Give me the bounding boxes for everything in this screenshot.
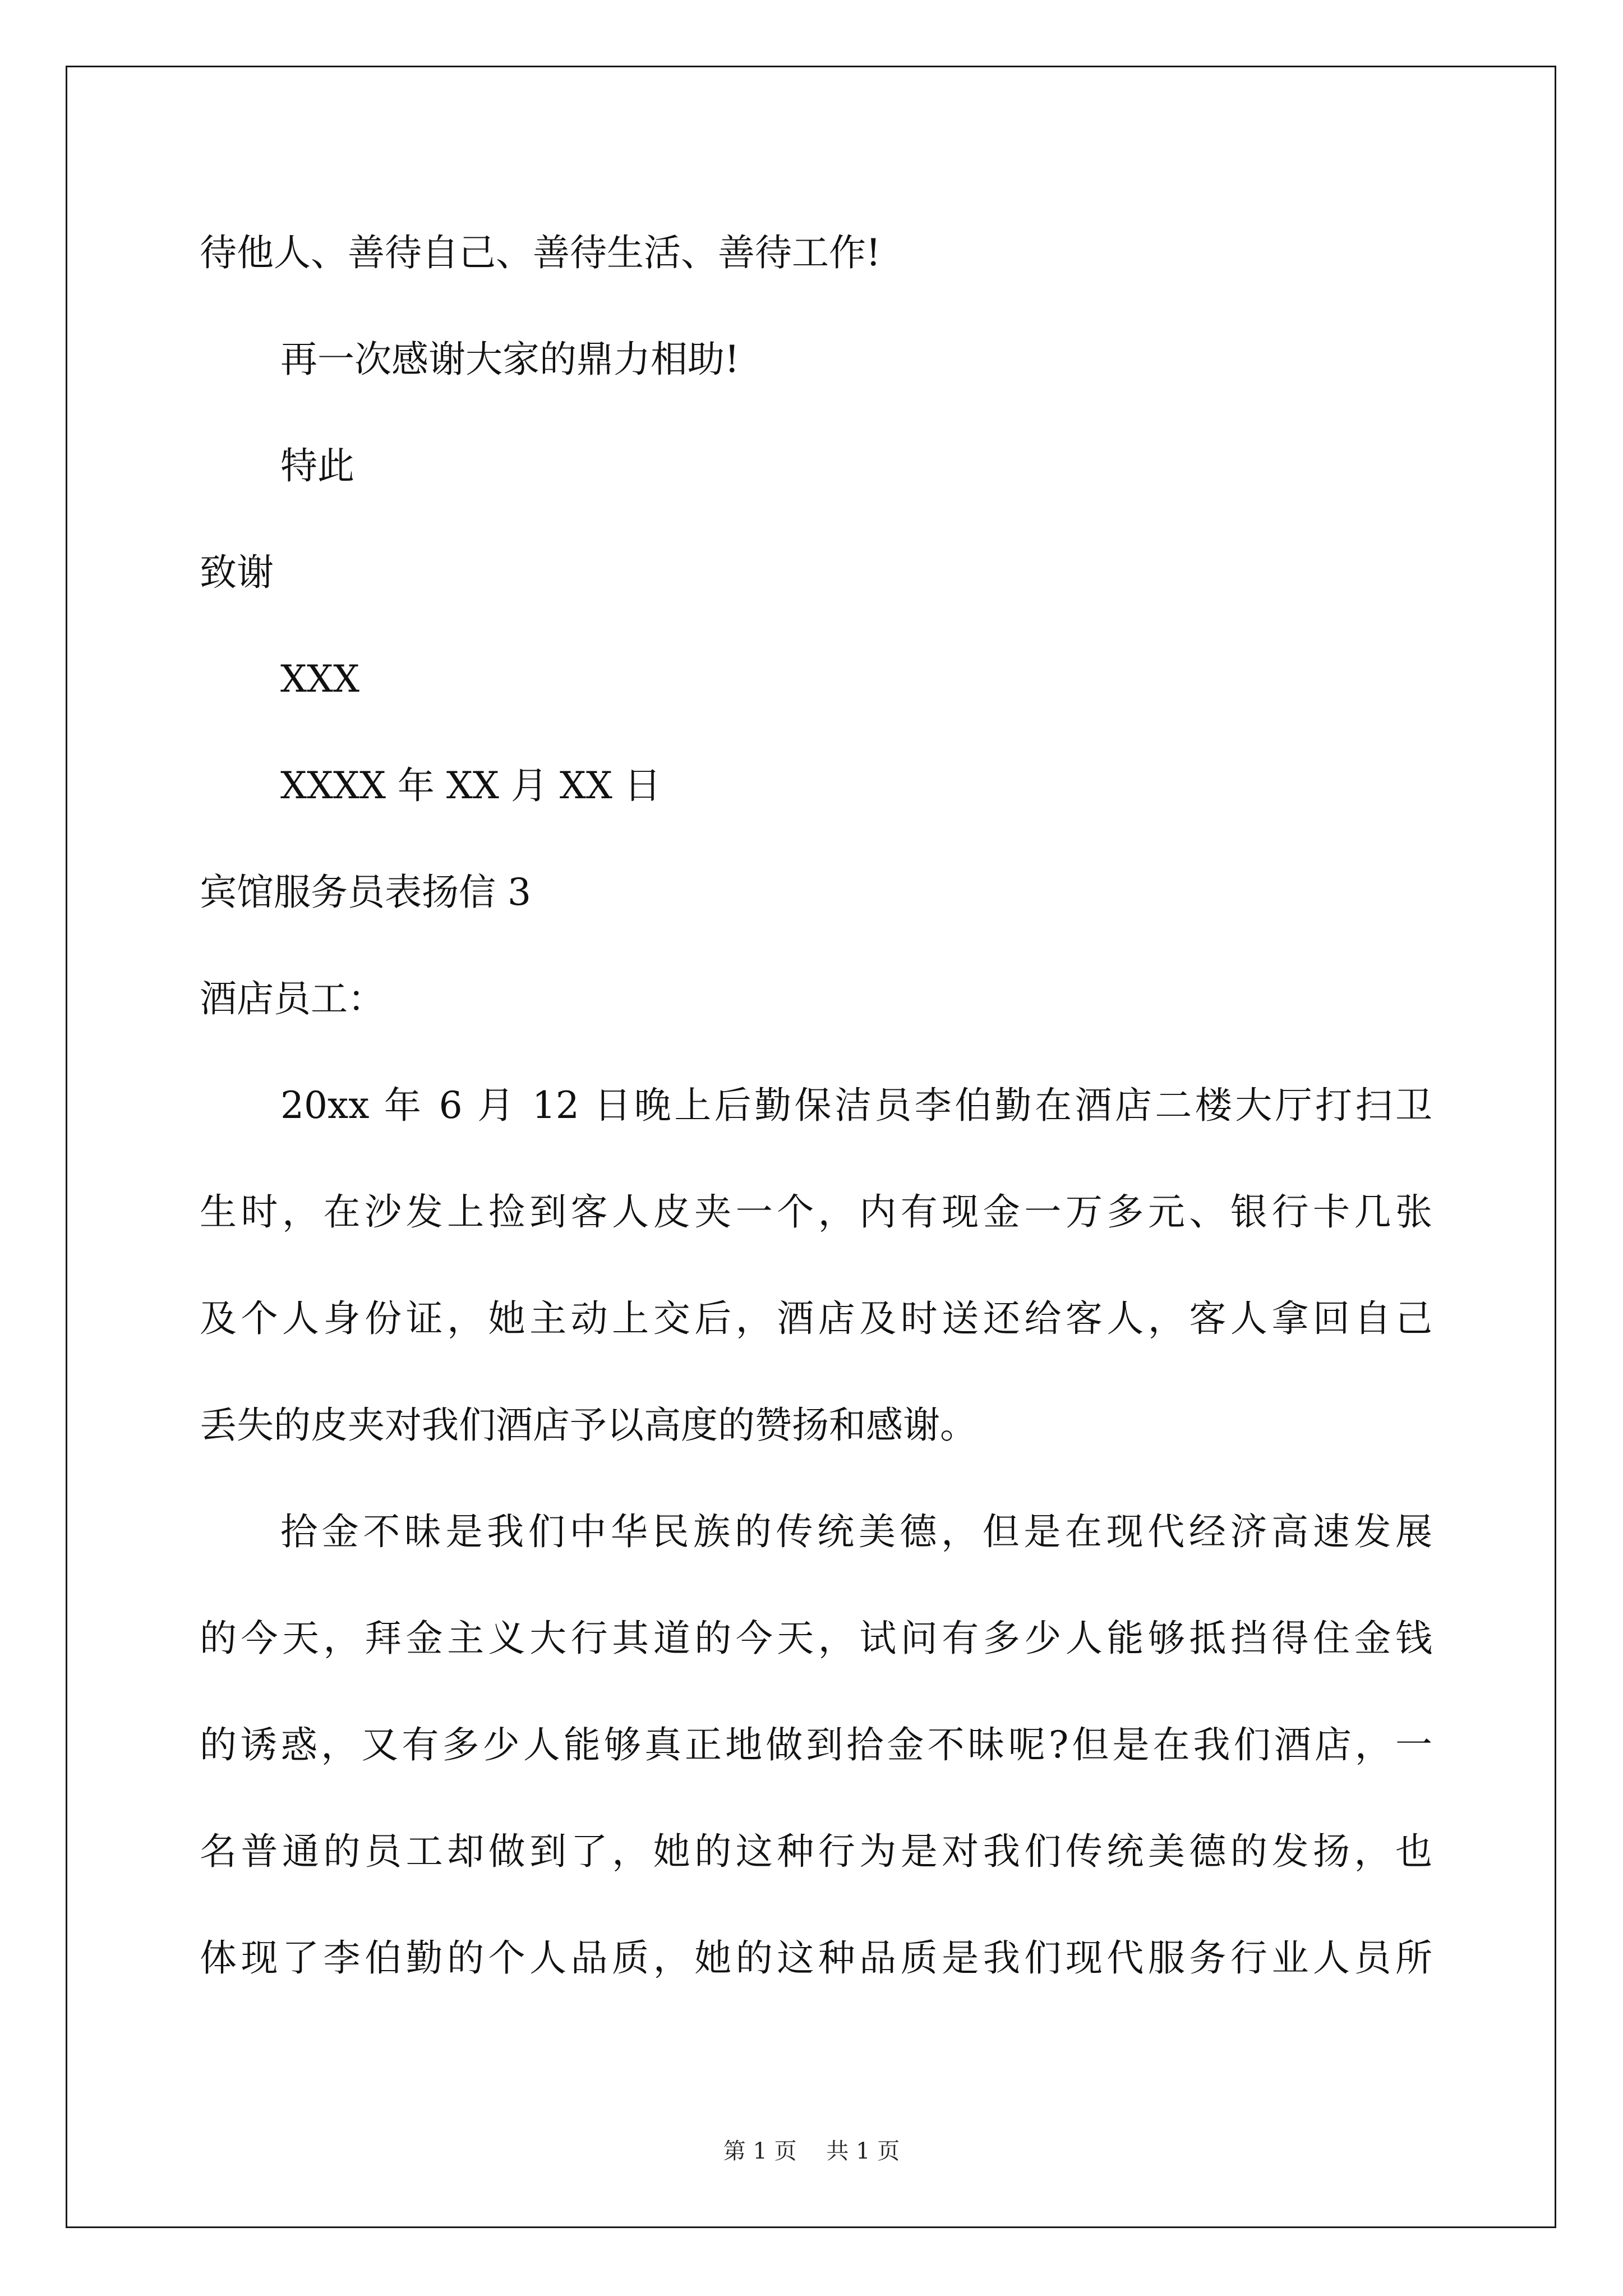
paragraph1-line: 生时，在沙发上捡到客人皮夹一个，内有现金一万多元、银行卡几张 [200, 1190, 1432, 1234]
paragraph1-line: 丢失的皮夹对我们酒店予以高度的赞扬和感谢。 [200, 1404, 977, 1447]
signature-date: XXXX 年 XX 月 XX 日 [280, 764, 661, 807]
salutation: 酒店员工： [200, 977, 385, 1020]
paragraph2-line: 名普通的员工却做到了，她的这种行为是对我们传统美德的发扬，也 [200, 1830, 1432, 1873]
paragraph1-line: 及个人身份证，她主动上交后，酒店及时送还给客人，客人拿回自己 [200, 1297, 1432, 1340]
paragraph1-line: 20xx 年 6 月 12 日晚上后勤保洁员李伯勤在酒店二楼大厅打扫卫 [280, 1084, 1432, 1127]
page-footer [0, 2137, 1623, 2165]
text-line-thanks-again: 再一次感谢大家的鼎力相助! [280, 338, 740, 381]
paragraph2-line: 拾金不昧是我们中华民族的传统美德，但是在现代经济高速发展 [280, 1510, 1432, 1553]
text-line-closing-wishes: 待他人、善待自己、善待生活、善待工作! [200, 231, 881, 274]
page-number: 第 1 页 [723, 2138, 797, 2164]
paragraph2-line: 的今天，拜金主义大行其道的今天，试问有多少人能够抵挡得住金钱 [200, 1617, 1432, 1660]
text-line-teci: 特此 [280, 444, 354, 487]
section-title: 宾馆服务员表扬信 3 [200, 871, 531, 914]
text-line-zhixie: 致谢 [200, 551, 274, 594]
paragraph2-line: 体现了李伯勤的个人品质，她的这种品质是我们现代服务行业人员所 [200, 1936, 1432, 1980]
paragraph2-line: 的诱惑，又有多少人能够真正地做到拾金不昧呢?但是在我们酒店，一 [200, 1723, 1432, 1766]
page-total: 共 1 页 [826, 2138, 900, 2164]
signature-name: XXX [280, 657, 359, 701]
page-border [66, 66, 1556, 2228]
